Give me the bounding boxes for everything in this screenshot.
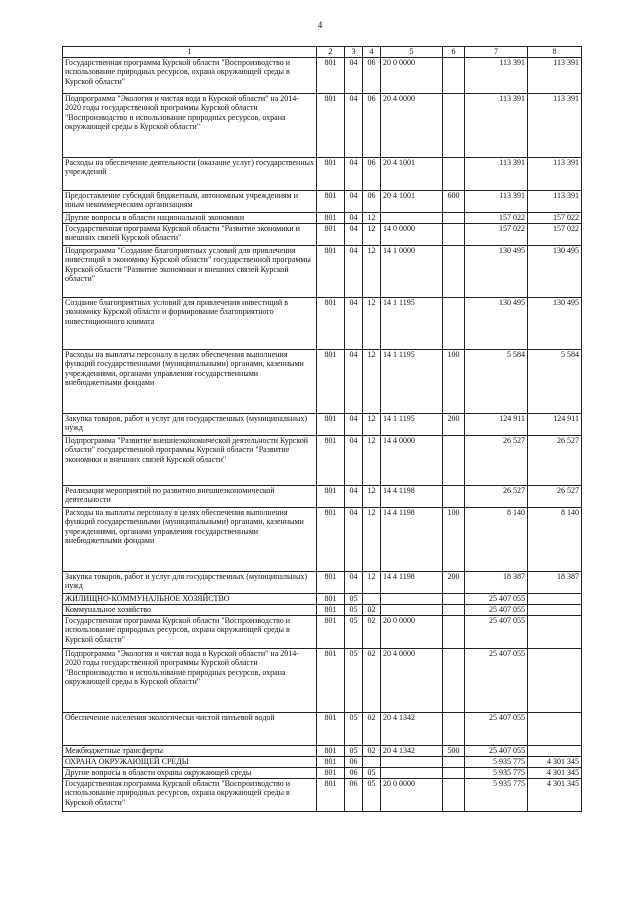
row-subsection: 02 [363, 604, 381, 615]
row-section: 04 [345, 571, 363, 593]
row-expense-type [443, 615, 465, 648]
row-subsection: 12 [363, 245, 381, 297]
row-amount-2: 4 301 345 [528, 778, 582, 811]
table-row [63, 648, 582, 712]
row-target-article [381, 756, 443, 767]
row-amount-2: 26 527 [528, 435, 582, 485]
row-name: Коммунальное хозяйство [63, 604, 317, 615]
row-expense-type [443, 57, 465, 93]
page-number: 4 [317, 20, 323, 30]
header-cell: 6 [443, 47, 465, 58]
row-section: 05 [345, 648, 363, 712]
row-amount-1: 124 911 [465, 413, 528, 435]
row-name: Реализация мероприятий по развитию внешнеэкономической деятельности [63, 485, 317, 507]
row-expense-type [443, 767, 465, 778]
row-target-article: 14 4 0000 [381, 435, 443, 485]
row-amount-1: 8 140 [465, 507, 528, 571]
row-subsection: 05 [363, 778, 381, 811]
row-amount-1: 25 407 055 [465, 604, 528, 615]
header-row [63, 47, 582, 58]
row-subsection: 02 [363, 712, 381, 745]
table-row [63, 297, 582, 349]
row-name: ЖИЛИЩНО-КОММУНАЛЬНОЕ ХОЗЯЙСТВО [63, 593, 317, 604]
row-name: Закупка товаров, работ и услуг для государственных (муниципальных) нужд [63, 413, 317, 435]
table-row [63, 593, 582, 604]
header-cell: 3 [345, 47, 363, 58]
row-target-article: 20 4 0000 [381, 93, 443, 157]
row-section: 04 [345, 297, 363, 349]
row-grbs: 801 [317, 212, 345, 223]
row-target-article [381, 604, 443, 615]
row-grbs: 801 [317, 413, 345, 435]
row-grbs: 801 [317, 712, 345, 745]
row-name: Обеспечение населения экологически чистой питьевой водой [63, 712, 317, 745]
row-expense-type [443, 756, 465, 767]
table-row [63, 604, 582, 615]
row-grbs: 801 [317, 485, 345, 507]
row-amount-2: 124 911 [528, 413, 582, 435]
row-amount-2: 113 391 [528, 157, 582, 190]
row-section: 05 [345, 615, 363, 648]
row-subsection: 02 [363, 648, 381, 712]
row-target-article: 20 0 0000 [381, 778, 443, 811]
row-amount-2: 113 391 [528, 93, 582, 157]
row-grbs: 801 [317, 604, 345, 615]
row-amount-2: 4 301 345 [528, 756, 582, 767]
header-cell: 2 [317, 47, 345, 58]
row-amount-2 [528, 745, 582, 756]
table-row [63, 615, 582, 648]
row-amount-1: 130 495 [465, 297, 528, 349]
row-name: Подпрограмма "Экология и чистая вода в Курской области" на 2014-2020 годы государственной программы Курской области "Воспроизводство и использование природных ресурсов, охрана окружающей среды в Курской области" [63, 93, 317, 157]
row-amount-1: 25 407 055 [465, 615, 528, 648]
row-amount-1: 25 407 055 [465, 712, 528, 745]
row-section: 06 [345, 778, 363, 811]
row-amount-1: 5 935 775 [465, 756, 528, 767]
row-expense-type: 200 [443, 413, 465, 435]
row-subsection: 12 [363, 435, 381, 485]
budget-table [62, 46, 582, 812]
row-section: 04 [345, 245, 363, 297]
row-amount-2 [528, 648, 582, 712]
row-section: 04 [345, 157, 363, 190]
row-amount-1: 113 391 [465, 157, 528, 190]
row-grbs: 801 [317, 190, 345, 212]
row-amount-2 [528, 615, 582, 648]
row-grbs: 801 [317, 745, 345, 756]
row-expense-type: 200 [443, 571, 465, 593]
row-target-article: 20 4 1342 [381, 712, 443, 745]
row-subsection: 12 [363, 297, 381, 349]
row-subsection: 02 [363, 615, 381, 648]
table-row [63, 413, 582, 435]
row-grbs: 801 [317, 756, 345, 767]
row-expense-type [443, 712, 465, 745]
row-name: Другие вопросы в области национальной экономики [63, 212, 317, 223]
row-expense-type [443, 435, 465, 485]
row-amount-2: 5 584 [528, 349, 582, 413]
row-grbs: 801 [317, 593, 345, 604]
row-name: Государственная программа Курской области "Воспроизводство и использование природных ресурсов, охрана окружающей среды в Курской области" [63, 615, 317, 648]
table-row [63, 778, 582, 811]
row-amount-2: 26 527 [528, 485, 582, 507]
row-expense-type [443, 93, 465, 157]
table-row [63, 245, 582, 297]
table-row [63, 485, 582, 507]
row-amount-1: 18 387 [465, 571, 528, 593]
row-amount-2: 8 140 [528, 507, 582, 571]
row-name: Межбюджетные трансферты [63, 745, 317, 756]
row-target-article [381, 767, 443, 778]
table-row [63, 190, 582, 212]
header-cell: 8 [528, 47, 582, 58]
row-subsection: 12 [363, 413, 381, 435]
row-amount-1: 25 407 055 [465, 648, 528, 712]
row-subsection: 02 [363, 745, 381, 756]
row-expense-type [443, 604, 465, 615]
row-amount-2: 113 391 [528, 190, 582, 212]
header-cell: 7 [465, 47, 528, 58]
row-section: 04 [345, 413, 363, 435]
row-name: Предоставление субсидий бюджетным, автономным учреждениям и иным некоммерческим организациям [63, 190, 317, 212]
row-section: 04 [345, 507, 363, 571]
table-row [63, 571, 582, 593]
row-expense-type [443, 212, 465, 223]
row-section: 04 [345, 93, 363, 157]
row-expense-type: 600 [443, 190, 465, 212]
row-amount-2 [528, 712, 582, 745]
table-row [63, 767, 582, 778]
table-row [63, 756, 582, 767]
row-amount-2 [528, 593, 582, 604]
row-section: 04 [345, 349, 363, 413]
row-subsection: 05 [363, 767, 381, 778]
row-amount-2: 4 301 345 [528, 767, 582, 778]
row-target-article: 14 1 0000 [381, 245, 443, 297]
row-grbs: 801 [317, 648, 345, 712]
row-target-article: 14 4 1198 [381, 507, 443, 571]
row-amount-1: 157 022 [465, 223, 528, 245]
row-expense-type: 100 [443, 349, 465, 413]
row-expense-type [443, 297, 465, 349]
row-section: 04 [345, 212, 363, 223]
row-amount-1: 5 584 [465, 349, 528, 413]
row-subsection: 06 [363, 57, 381, 93]
row-target-article: 20 4 0000 [381, 648, 443, 712]
row-amount-1: 25 407 055 [465, 745, 528, 756]
row-target-article [381, 212, 443, 223]
table-row [63, 435, 582, 485]
row-grbs: 801 [317, 507, 345, 571]
row-subsection: 12 [363, 571, 381, 593]
row-expense-type [443, 245, 465, 297]
row-target-article: 20 0 0000 [381, 615, 443, 648]
header-cell: 1 [63, 47, 317, 58]
row-amount-2: 113 391 [528, 57, 582, 93]
row-grbs: 801 [317, 245, 345, 297]
row-grbs: 801 [317, 615, 345, 648]
row-section: 04 [345, 57, 363, 93]
row-name: Государственная программа Курской области "Воспроизводство и использование природных ресурсов, охрана окружающей среды в Курской области" [63, 778, 317, 811]
row-subsection: 12 [363, 223, 381, 245]
table-row [63, 93, 582, 157]
row-target-article: 20 4 1001 [381, 157, 443, 190]
row-subsection: 06 [363, 190, 381, 212]
table-row [63, 223, 582, 245]
table-row [63, 349, 582, 413]
row-amount-2 [528, 604, 582, 615]
row-target-article [381, 593, 443, 604]
row-grbs: 801 [317, 435, 345, 485]
header-cell: 5 [381, 47, 443, 58]
row-name: Государственная программа Курской области "Воспроизводство и использование природных ресурсов, охрана окружающей среды в Курской области" [63, 57, 317, 93]
row-target-article: 14 4 1198 [381, 571, 443, 593]
row-name: Расходы на выплаты персоналу в целях обеспечения выполнения функций государственными (муниципальными) органами, казенными учреждениями, органами управления государственными внебюджетными фондами [63, 349, 317, 413]
row-section: 04 [345, 435, 363, 485]
row-amount-1: 113 391 [465, 57, 528, 93]
row-name: Расходы на выплаты персоналу в целях обеспечения выполнения функций государственными (муниципальными) органами, казенными учреждениями, органами управления государственными внебюджетными фондами [63, 507, 317, 571]
row-section: 05 [345, 604, 363, 615]
row-grbs: 801 [317, 571, 345, 593]
table-row [63, 712, 582, 745]
row-name: Расходы на обеспечение деятельности (оказание услуг) государственных учреждений [63, 157, 317, 190]
row-subsection: 06 [363, 93, 381, 157]
row-section: 06 [345, 756, 363, 767]
row-section: 06 [345, 767, 363, 778]
row-amount-1: 5 935 775 [465, 767, 528, 778]
row-amount-1: 5 935 775 [465, 778, 528, 811]
row-expense-type [443, 157, 465, 190]
row-grbs: 801 [317, 778, 345, 811]
row-target-article: 14 4 1198 [381, 485, 443, 507]
row-target-article: 14 0 0000 [381, 223, 443, 245]
table-row [63, 507, 582, 571]
row-expense-type [443, 778, 465, 811]
row-amount-2: 130 495 [528, 245, 582, 297]
row-grbs: 801 [317, 93, 345, 157]
row-expense-type: 100 [443, 507, 465, 571]
row-name: ОХРАНА ОКРУЖАЮЩЕЙ СРЕДЫ [63, 756, 317, 767]
row-name: Государственная программа Курской области "Развитие экономики и внешних связей Курской области" [63, 223, 317, 245]
row-amount-2: 130 495 [528, 297, 582, 349]
row-amount-2: 157 022 [528, 223, 582, 245]
row-subsection [363, 756, 381, 767]
row-grbs: 801 [317, 349, 345, 413]
table-row [63, 57, 582, 93]
row-section: 04 [345, 485, 363, 507]
row-subsection: 12 [363, 485, 381, 507]
row-amount-2: 157 022 [528, 212, 582, 223]
row-name: Подпрограмма "Развитие внешнеэкономической деятельности Курской области" государственной программы Курской области "Развитие экономики и внешних связей Курской области" [63, 435, 317, 485]
row-target-article: 20 4 1342 [381, 745, 443, 756]
table-row [63, 212, 582, 223]
row-name: Создание благоприятных условий для привлечения инвестиций в экономику Курской области и формирование благоприятного инвестиционного климата [63, 297, 317, 349]
row-amount-1: 26 527 [465, 435, 528, 485]
row-name: Закупка товаров, работ и услуг для государственных (муниципальных) нужд [63, 571, 317, 593]
row-target-article: 20 0 0000 [381, 57, 443, 93]
row-expense-type [443, 648, 465, 712]
row-section: 05 [345, 593, 363, 604]
row-subsection: 12 [363, 507, 381, 571]
row-name: Подпрограмма "Создание благоприятных условий для привлечения инвестиций в экономику Курской области" государственной программы Курской области "Развитие экономики и внешних связей Курской области" [63, 245, 317, 297]
row-section: 05 [345, 712, 363, 745]
row-grbs: 801 [317, 157, 345, 190]
row-expense-type [443, 223, 465, 245]
row-amount-1: 25 407 055 [465, 593, 528, 604]
row-grbs: 801 [317, 297, 345, 349]
table-row [63, 745, 582, 756]
row-target-article: 20 4 1001 [381, 190, 443, 212]
row-target-article: 14 1 1195 [381, 349, 443, 413]
table-row [63, 157, 582, 190]
row-grbs: 801 [317, 223, 345, 245]
header-cell: 4 [363, 47, 381, 58]
row-expense-type [443, 485, 465, 507]
row-section: 04 [345, 223, 363, 245]
row-amount-2: 18 387 [528, 571, 582, 593]
row-subsection [363, 593, 381, 604]
row-expense-type: 500 [443, 745, 465, 756]
row-amount-1: 113 391 [465, 93, 528, 157]
row-expense-type [443, 593, 465, 604]
row-amount-1: 26 527 [465, 485, 528, 507]
row-subsection: 12 [363, 349, 381, 413]
row-subsection: 12 [363, 212, 381, 223]
row-target-article: 14 1 1195 [381, 413, 443, 435]
row-subsection: 06 [363, 157, 381, 190]
row-name: Подпрограмма "Экология и чистая вода в Курской области" на 2014-2020 годы государственной программы Курской области "Воспроизводство и использование природных ресурсов, охрана окружающей среды в Курской области" [63, 648, 317, 712]
row-section: 04 [345, 190, 363, 212]
row-amount-1: 157 022 [465, 212, 528, 223]
row-target-article: 14 1 1195 [381, 297, 443, 349]
row-section: 05 [345, 745, 363, 756]
row-grbs: 801 [317, 767, 345, 778]
row-amount-1: 113 391 [465, 190, 528, 212]
row-name: Другие вопросы в области охраны окружающей среды [63, 767, 317, 778]
row-amount-1: 130 495 [465, 245, 528, 297]
row-grbs: 801 [317, 57, 345, 93]
